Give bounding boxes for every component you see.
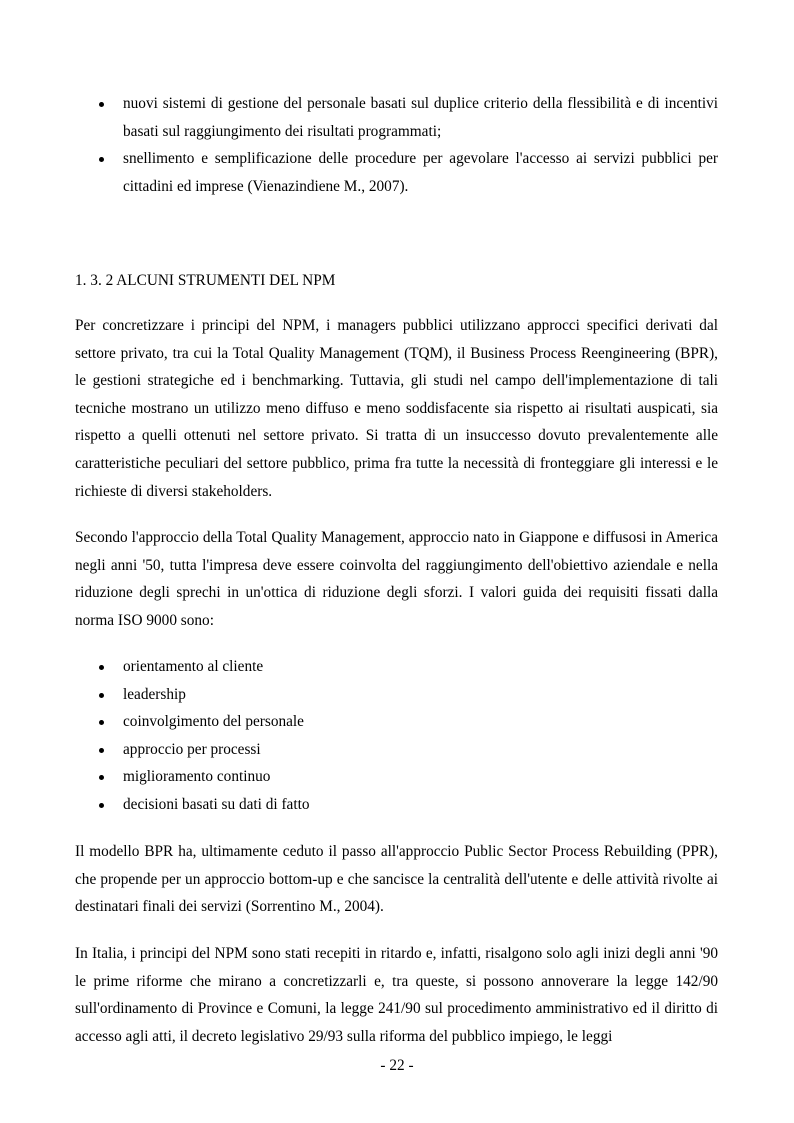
list-item-text: nuovi sistemi di gestione del personale basati sul duplice criterio della flessibilità e di incentivi basati sul raggiungimento dei risultati programmati; (123, 95, 718, 140)
bullet-icon (99, 665, 104, 670)
bullet-icon (99, 803, 104, 808)
bullet-icon (99, 693, 104, 698)
list-item (75, 708, 718, 736)
list-item-text: leadership (123, 685, 186, 703)
list-item (75, 791, 718, 819)
top-bullet-list (75, 90, 718, 200)
list-item (75, 763, 718, 791)
iso-values-list (75, 653, 718, 818)
page-number: - 22 - (380, 1057, 414, 1074)
list-item-text: miglioramento continuo (123, 768, 271, 785)
list-item (75, 653, 718, 681)
bullet-icon (99, 157, 104, 162)
list-item-text: orientamento al cliente (123, 658, 264, 675)
paragraph-tqm-approach: Secondo l'approccio della Total Quality Management, approccio nato in Giappone e diffusosi in America negli anni '50, tutta l'impresa deve essere coinvolta del raggiungimento dell'obiettivo aziendale e nella riduzione degli sprechi in un'ottica di riduzione degli sforzi. I valori guida dei requisiti fissati dalla norma ISO 9000 sono: (75, 529, 718, 629)
list-item-text: coinvolgimento del personale (123, 713, 304, 730)
list-item (75, 681, 718, 709)
paragraph-bpr-model: Il modello BPR ha, ultimamente ceduto il passo all'approccio Public Sector Process Rebuilding (PPR), che propende per un approccio bottom-up e che sancisce la centralità dell'utente e delle attività rivolte ai destinatari finali dei servizi (Sorrentino M., 2004). (75, 843, 718, 916)
bullet-icon (99, 775, 104, 780)
paragraph-tqm-intro: Per concretizzare i principi del NPM, i managers pubblici utilizzano approcci specifici derivati dal settore privato, tra cui la Total Quality Management (TQM), il Business Process Reengineering (BPR), le gestioni strategiche ed i benchmarking. Tuttavia, gli studi nel campo dell'implementazione di tali tecniche mostrano un utilizzo meno diffuso e meno soddisfacente sia rispetto ai risultati auspicati, sia rispetto a quelli ottenuti nel settore privato. Si tratta di un insuccesso dovuto prevalentemente alle caratteristiche peculiari del settore pubblico, prima fra tutte la necessità di fronteggiare gli interessi e le richieste di diversi stakeholders. (75, 317, 718, 500)
list-item (75, 736, 718, 764)
section-heading: 1. 3. 2 ALCUNI STRUMENTI DEL NPM (75, 272, 336, 289)
paragraph-italy-reforms: In Italia, i principi del NPM sono stati recepiti in ritardo e, infatti, risalgono solo agli inizi degli anni '90 le prime riforme che mirano a concretizzarli e, tra queste, si possono annoverare la legge 142/90 sull'ordinamento di Province e Comuni, la legge 241/90 sul procedimento amministrativo ed il diritto di accesso agli atti, il decreto legislativo 29/93 sulla riforma del pubblico impiego, le leggi (75, 945, 718, 1045)
list-item (75, 90, 718, 145)
list-item-text: decisioni basati su dati di fatto (123, 795, 310, 813)
list-item-text: approccio per processi (123, 740, 261, 758)
list-item (75, 145, 718, 200)
bullet-icon (99, 748, 104, 753)
bullet-icon (99, 102, 104, 107)
list-item-text: snellimento e semplificazione delle procedure per agevolare l'accesso ai servizi pubblici per cittadini ed imprese (Vienazindiene M., 2007). (123, 150, 718, 195)
bullet-icon (99, 720, 104, 725)
